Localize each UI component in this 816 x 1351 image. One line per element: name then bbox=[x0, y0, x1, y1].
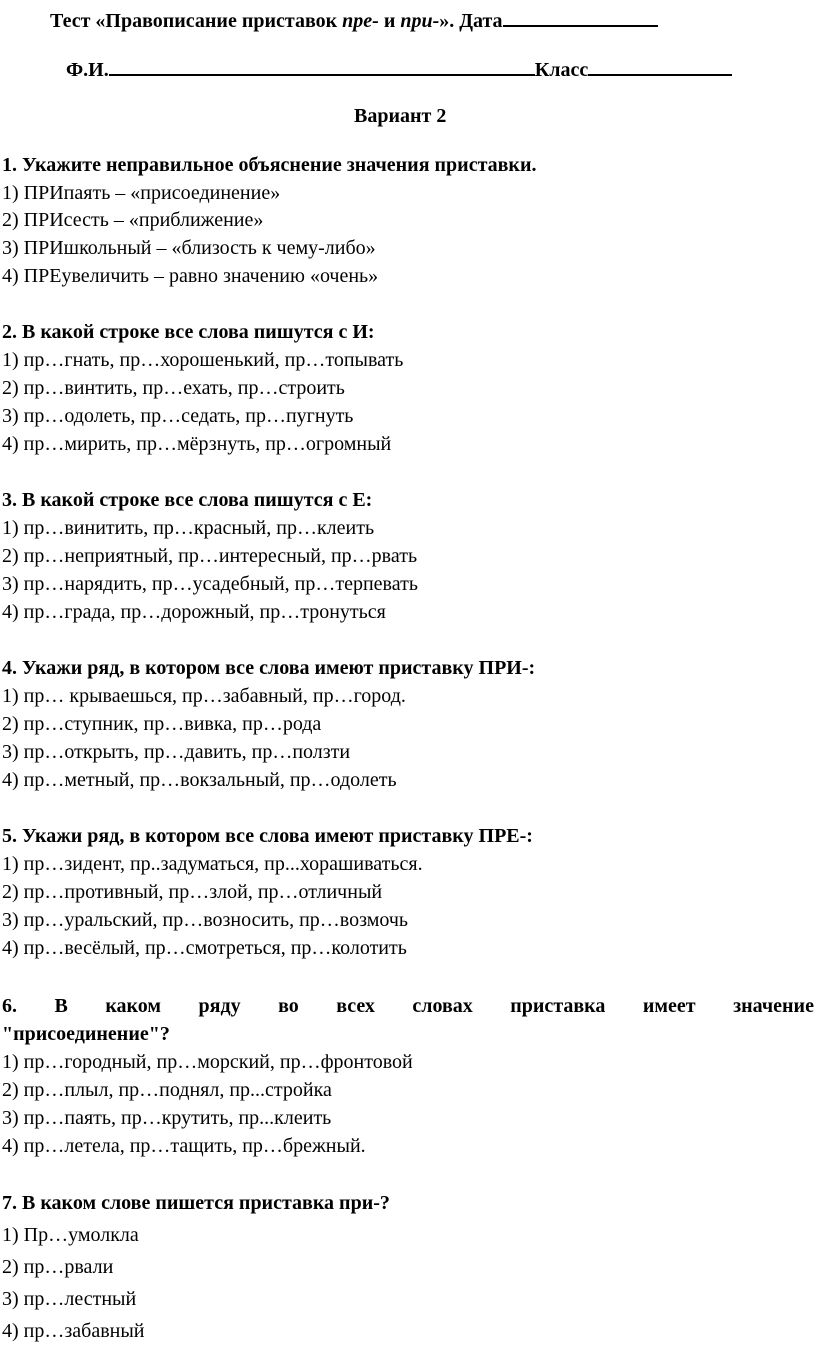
question-5-option-4: 4) пр…весёлый, пр…смотреться, пр…колотить bbox=[2, 937, 407, 959]
question-2-option-3: 3) пр…одолеть, пр…седать, пр…пугнуть bbox=[2, 405, 354, 427]
q6-word-9: имеет bbox=[642, 995, 696, 1017]
title-text-end: ». Дата bbox=[439, 10, 503, 32]
class-blank[interactable] bbox=[588, 56, 732, 76]
question-3-title: 3. В какой строке все слова пишутся с Е: bbox=[2, 489, 373, 511]
question-4-option-1: 1) пр… крываешься, пр…забавный, пр…город. bbox=[2, 685, 406, 707]
question-4-option-2: 2) пр…ступник, пр…вивка, пр…рода bbox=[2, 713, 322, 735]
question-3-option-1: 1) пр…винитить, пр…красный, пр…клеить bbox=[2, 517, 375, 539]
question-4-title: 4. Укажи ряд, в котором все слова имеют приставку ПРИ-: bbox=[2, 657, 536, 679]
question-6-title-line-1 bbox=[2, 994, 814, 1018]
q6-word-6: всех bbox=[336, 995, 375, 1017]
question-2-option-1: 1) пр…гнать, пр…хорошенький, пр…топывать bbox=[2, 349, 404, 371]
q6-word-1: 6. bbox=[2, 995, 17, 1017]
question-3-option-3: 3) пр…нарядить, пр…усадебный, пр…терпевать bbox=[2, 573, 418, 595]
q6-word-8: приставка bbox=[510, 995, 606, 1017]
question-3-option-4: 4) пр…града, пр…дорожный, пр…тронуться bbox=[2, 601, 386, 623]
title-pre: пре- bbox=[342, 10, 379, 32]
question-6-option-1: 1) пр…городный, пр…морский, пр…фронтовой bbox=[2, 1051, 413, 1073]
question-7-option-3: 3) пр…лестный bbox=[2, 1288, 137, 1310]
question-7-option-2: 2) пр…рвали bbox=[2, 1256, 114, 1278]
question-1-option-4: 4) ПРЕувеличить – равно значению «очень» bbox=[2, 265, 379, 287]
question-3-option-2: 2) пр…неприятный, пр…интересный, пр…рвать bbox=[2, 545, 418, 567]
question-5-option-3: 3) пр…уральский, пр…возносить, пр…возмочь bbox=[2, 909, 409, 931]
question-1-option-1: 1) ПРИпаять – «присоединение» bbox=[2, 182, 281, 204]
title-and: и bbox=[378, 10, 401, 32]
fio-blank[interactable] bbox=[109, 56, 535, 76]
question-5-title: 5. Укажи ряд, в котором все слова имеют приставку ПРЕ-: bbox=[2, 825, 533, 847]
q6-word-3: каком bbox=[105, 995, 162, 1017]
question-7-option-4: 4) пр…забавный bbox=[2, 1320, 145, 1342]
q6-word-2: В bbox=[54, 995, 68, 1017]
student-info-line bbox=[66, 56, 732, 82]
q6-word-7: словах bbox=[412, 995, 473, 1017]
question-6-option-3: 3) пр…паять, пр…крутить, пр...клеить bbox=[2, 1107, 332, 1129]
q6-word-5: во bbox=[278, 995, 299, 1017]
test-title bbox=[50, 7, 658, 33]
question-4-option-3: 3) пр…открыть, пр…давить, пр…ползти bbox=[2, 741, 351, 763]
question-5-option-2: 2) пр…противный, пр…злой, пр…отличный bbox=[2, 881, 383, 903]
date-blank[interactable] bbox=[503, 7, 658, 27]
question-1-option-2: 2) ПРИсесть – «приближение» bbox=[2, 209, 264, 231]
class-label: Класс bbox=[534, 59, 589, 81]
question-1-option-3: 3) ПРИшкольный – «близость к чему-либо» bbox=[2, 237, 376, 259]
question-5-option-1: 1) пр…зидент, пр..задуматься, пр...хорашиваться. bbox=[2, 853, 423, 875]
question-2-title: 2. В какой строке все слова пишутся с И: bbox=[2, 321, 375, 343]
title-pri: при- bbox=[400, 10, 440, 32]
question-2-option-4: 4) пр…мирить, пр…мёрзнуть, пр…огромный bbox=[2, 433, 392, 455]
question-7-title: 7. В каком слове пишется приставка при-? bbox=[2, 1192, 390, 1214]
q6-word-10: значение bbox=[733, 995, 814, 1017]
question-2-option-2: 2) пр…винтить, пр…ехать, пр…строить bbox=[2, 377, 345, 399]
question-6-option-2: 2) пр…плыл, пр…поднял, пр...стройка bbox=[2, 1079, 332, 1101]
fio-label: Ф.И. bbox=[66, 59, 109, 81]
title-text-start: Тест «Правописание приставок bbox=[50, 10, 343, 32]
q6-word-4: ряду bbox=[198, 995, 241, 1017]
question-1-title: 1. Укажите неправильное объяснение значения приставки. bbox=[2, 154, 537, 176]
variant-label: Вариант 2 bbox=[354, 105, 447, 127]
question-6-title-line-2: "присоединение"? bbox=[2, 1023, 170, 1045]
question-6-option-4: 4) пр…летела, пр…тащить, пр…брежный. bbox=[2, 1135, 366, 1157]
question-4-option-4: 4) пр…метный, пр…вокзальный, пр…одолеть bbox=[2, 769, 397, 791]
question-7-option-1: 1) Пр…умолкла bbox=[2, 1224, 139, 1246]
